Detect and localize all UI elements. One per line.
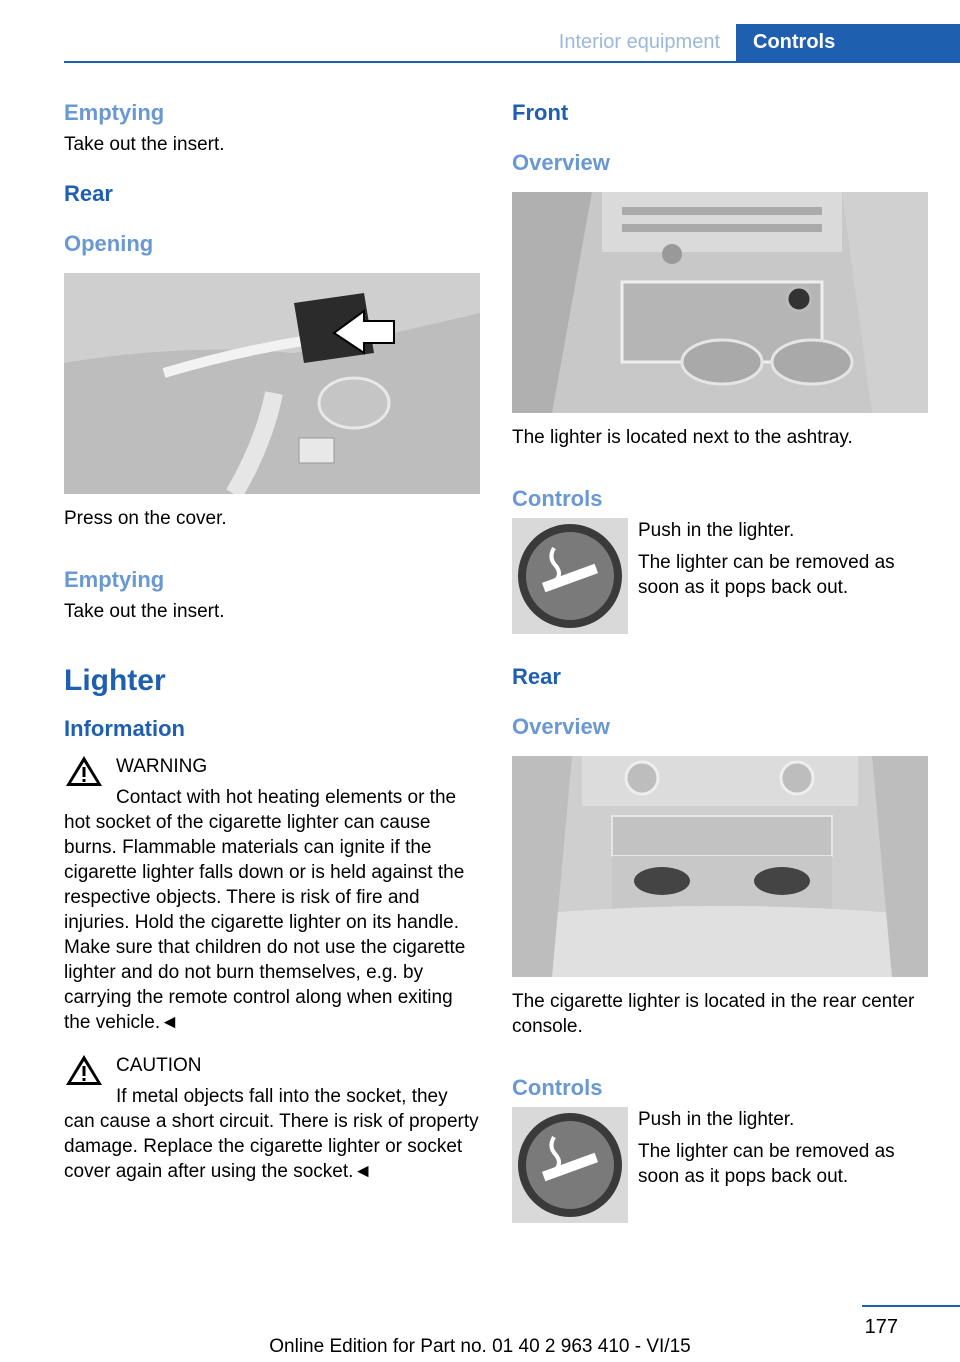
warning-block — [64, 754, 480, 1035]
information-heading: Information — [64, 716, 185, 741]
page-number: 177 — [864, 1316, 898, 1338]
cigarette-lighter-icon — [512, 1107, 628, 1223]
rear-overview-heading: Overview — [512, 714, 610, 739]
emptying-heading: Emptying — [64, 100, 165, 125]
emptying-text: Take out the insert. — [64, 134, 225, 155]
warning-label: WARNING — [116, 756, 208, 777]
right-column — [512, 100, 928, 1223]
footer-rule — [862, 1305, 960, 1307]
caution-block — [64, 1053, 480, 1184]
rear-heading-right: Rear — [512, 664, 561, 689]
front-controls-block — [512, 518, 928, 634]
edition-footer: Online Edition for Part no. 01 40 2 963 410 - VI/15 — [269, 1336, 691, 1357]
caution-text: If metal objects fall into the socket, they can cause a short circuit. There is risk of property damage. Replace the cigarette lighter or socket cover again after using the socket.◄ — [64, 1086, 479, 1182]
cigarette-lighter-icon — [512, 518, 628, 634]
caution-triangle-icon — [64, 1053, 104, 1087]
rear-controls-line2: The lighter can be removed as soon as it pops back out. — [638, 1141, 895, 1187]
rear-controls-block — [512, 1107, 928, 1223]
rear-console-image — [512, 756, 928, 977]
emptying-text-2: Take out the insert. — [64, 601, 225, 622]
opening-heading: Opening — [64, 231, 154, 256]
header-tab-controls[interactable]: Controls — [736, 24, 960, 61]
rear-heading: Rear — [64, 181, 113, 206]
caution-label: CAUTION — [116, 1055, 202, 1076]
front-overview-heading: Overview — [512, 150, 610, 175]
front-console-image — [512, 192, 928, 413]
rear-caption: The cigarette lighter is located in the rear center console. — [512, 991, 915, 1037]
front-controls-heading: Controls — [512, 486, 603, 511]
header-section-title: Interior equipment — [558, 31, 720, 53]
lighter-heading: Lighter — [64, 664, 166, 697]
front-heading: Front — [512, 100, 569, 125]
emptying-heading-2: Emptying — [64, 567, 165, 592]
front-controls-line2: The lighter can be removed as soon as it pops back out. — [638, 552, 895, 598]
front-caption: The lighter is located next to the ashtray. — [512, 427, 853, 448]
rear-ashtray-opening-image — [64, 273, 480, 494]
warning-triangle-icon — [64, 754, 104, 788]
rear-controls-heading: Controls — [512, 1075, 603, 1100]
press-cover-text: Press on the cover. — [64, 508, 227, 529]
front-controls-line1: Push in the lighter. — [638, 520, 795, 541]
rear-controls-line1: Push in the lighter. — [638, 1109, 795, 1130]
warning-text: Contact with hot heating elements or the hot socket of the cigarette lighter can cause burns. Flammable materials can ignite if the cigarette lighter falls down or is held against the respective objects. There is risk of fire and injuries. Hold the cigarette lighter on its handle. Make sure that children do not use the cigarette lighter and do not burn themselves, e.g. by carrying the remote control along when exiting the vehicle.◄ — [64, 787, 466, 1033]
left-column — [64, 100, 480, 1184]
header-rule — [64, 61, 960, 63]
